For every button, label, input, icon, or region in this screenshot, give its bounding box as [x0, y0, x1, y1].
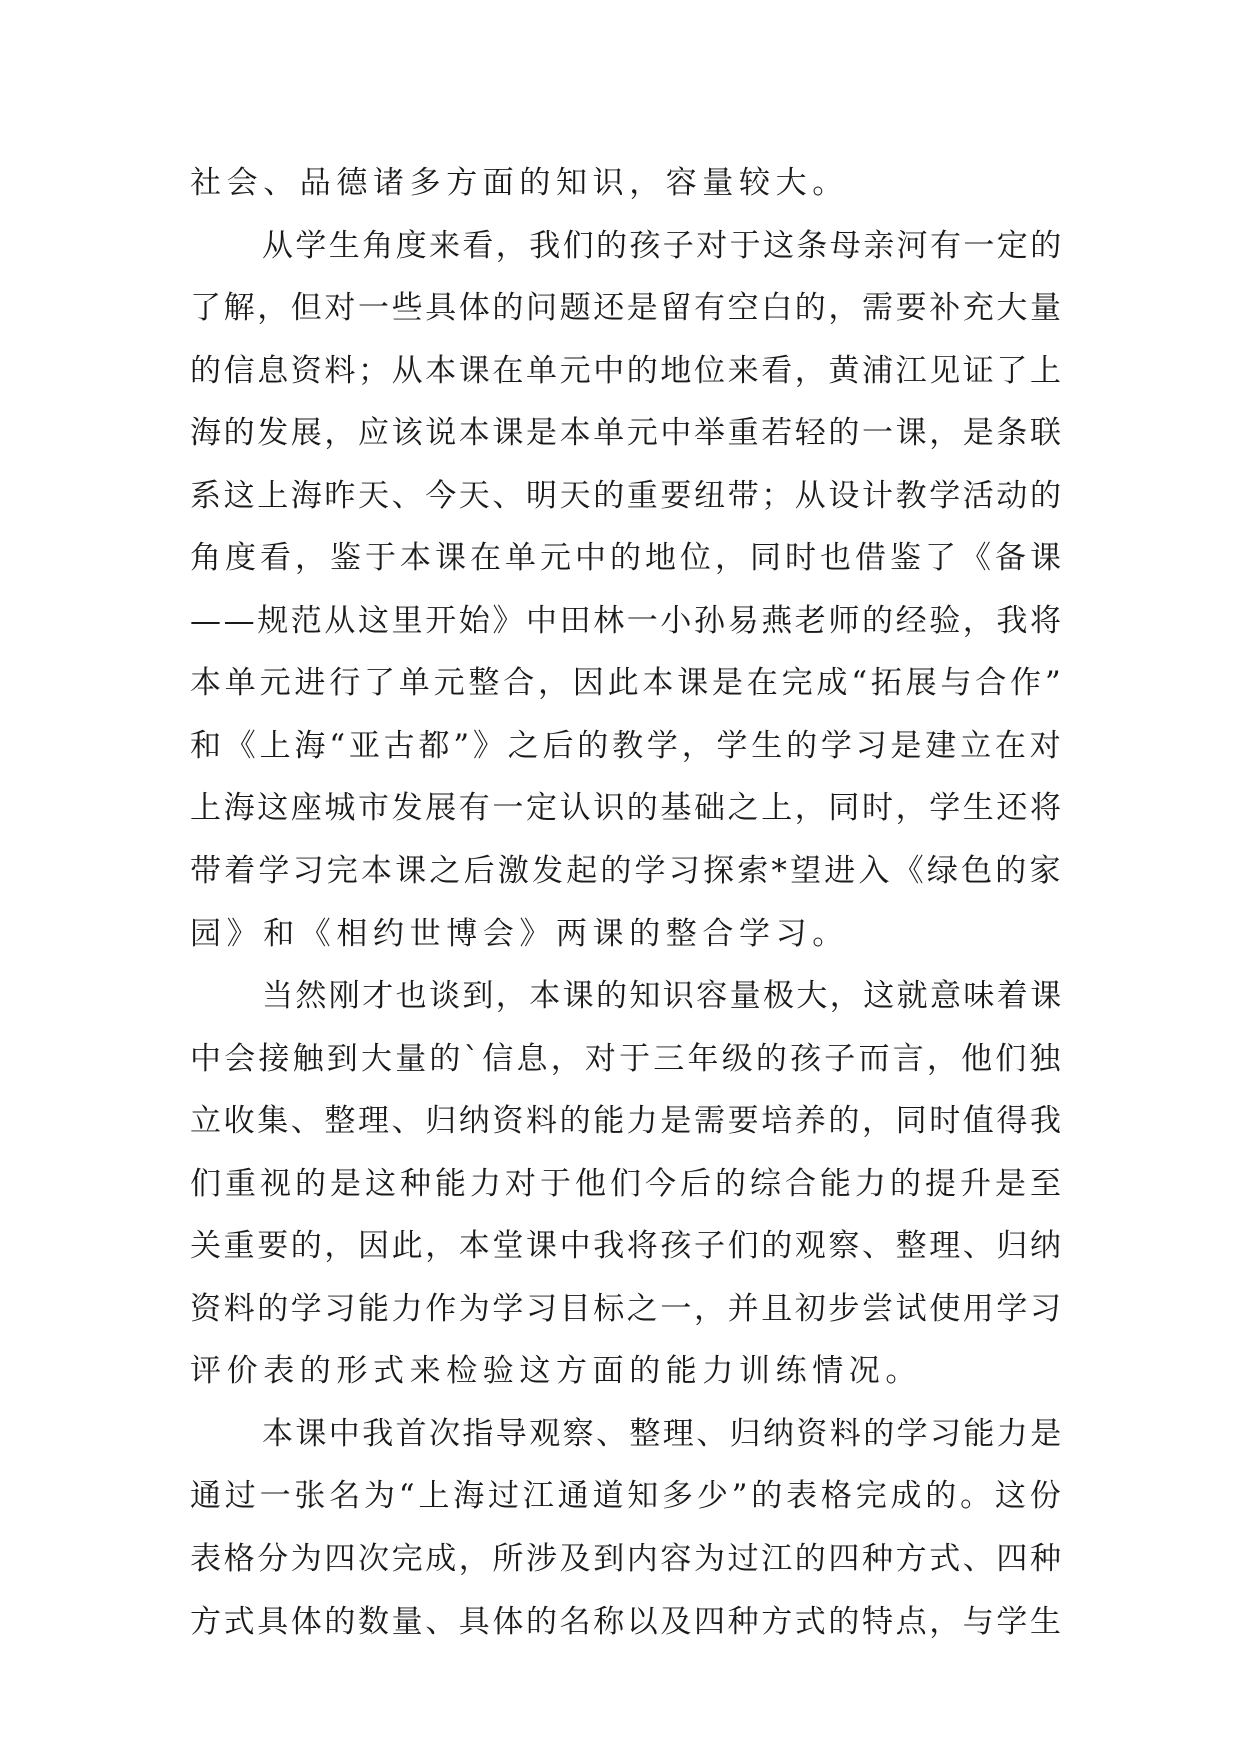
text-line: 表格分为四次完成，所涉及到内容为过江的四种方式、四种	[190, 1541, 1064, 1578]
text-line: 上海这座城市发展有一定认识的基础之上，同时，学生还将	[190, 790, 1064, 827]
text-line: 中会接触到大量的`信息，对于三年级的孩子而言，他们独	[190, 1040, 1064, 1077]
text-line: 方式具体的数量、具体的名称以及四种方式的特点，与学生	[190, 1603, 1064, 1640]
paragraph-first-line: 从学生角度来看，我们的孩子对于这条母亲河有一定的	[262, 227, 1064, 264]
text-line: 和《上海“亚古都”》之后的教学，学生的学习是建立在对	[190, 727, 1065, 764]
paragraph-first-line: 当然刚才也谈到，本课的知识容量极大，这就意味着课	[262, 978, 1064, 1015]
text-line: 通过一张名为“上海过江通道知多少”的表格完成的。这份	[190, 1478, 1065, 1515]
text-line: 园》和《相约世博会》两课的整合学习。	[190, 915, 849, 952]
text-line: 资料的学习能力作为学习目标之一，并且初步尝试使用学习	[190, 1290, 1064, 1327]
text-line: 海的发展，应该说本课是本单元中举重若轻的一课，是条联	[190, 415, 1064, 452]
text-line: 关重要的，因此，本堂课中我将孩子们的观察、整理、归纳	[190, 1228, 1064, 1265]
text-line: 角度看，鉴于本课在单元中的地位，同时也借鉴了《备课	[190, 540, 1065, 577]
text-line: 立收集、整理、归纳资料的能力是需要培养的，同时值得我	[190, 1103, 1064, 1140]
body-text	[190, 152, 1065, 1653]
text-line: 社会、品德诸多方面的知识，容量较大。	[190, 165, 849, 201]
text-line: 的信息资料；从本课在单元中的地位来看，黄浦江见证了上	[190, 352, 1064, 389]
text-line: 评价表的形式来检验这方面的能力训练情况。	[190, 1353, 922, 1390]
text-line: 了解，但对一些具体的问题还是留有空白的，需要补充大量	[190, 290, 1064, 327]
text-line: 带着学习完本课之后激发起的学习探索*望进入《绿色的家	[190, 853, 1064, 890]
paragraph-first-line: 本课中我首次指导观察、整理、归纳资料的学习能力是	[262, 1415, 1064, 1452]
text-line: ——规范从这里开始》中田林一小孙易燕老师的经验，我将	[190, 602, 1064, 639]
text-line: 们重视的是这种能力对于他们今后的综合能力的提升是至	[190, 1165, 1065, 1202]
text-line: 本单元进行了单元整合，因此本课是在完成“拓展与合作”	[190, 665, 1065, 702]
text-line: 系这上海昨天、今天、明天的重要纽带；从设计教学活动的	[190, 477, 1064, 514]
